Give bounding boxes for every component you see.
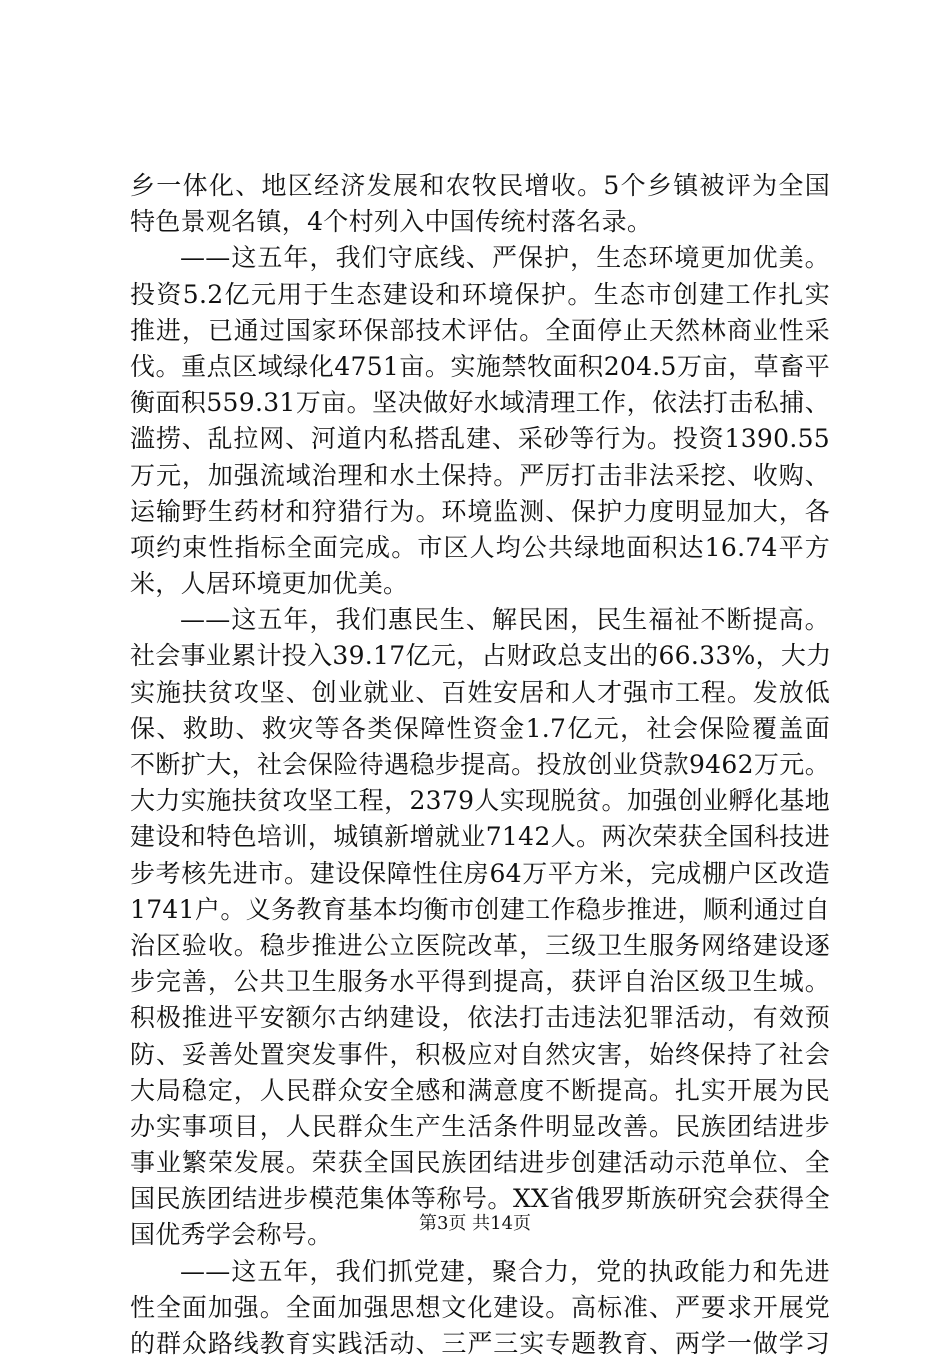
text-line: 乡一体化、地区经济发展和农牧民增收。5个乡镇被评为全国 (130, 171, 830, 200)
text-line: 衡面积559.31万亩。坚决做好水域清理工作，依法打击私捕、 (130, 388, 830, 418)
text-line: 的群众路线教育实践活动、三严三实专题教育、两学一做学习 (130, 1329, 830, 1358)
document-body (130, 168, 830, 1362)
text-line: 伐。重点区域绿化4751亩。实施禁牧面积204.5万亩，草畜平 (130, 351, 830, 381)
text-line: ——这五年，我们抓党建，聚合力，党的执政能力和先进 (180, 1256, 830, 1286)
text-line: 米，人居环境更加优美。 (130, 569, 409, 599)
text-line: 实施扶贫攻坚、创业就业、百姓安居和人才强市工程。发放低 (130, 677, 830, 707)
text-line: 不断扩大，社会保险待遇稳步提高。投放创业贷款9462万元。 (130, 750, 830, 779)
text-line: 步考核先进市。建设保障性住房64万平方米，完成棚户区改造 (130, 858, 830, 888)
text-line: 大力实施扶贫攻坚工程，2379人实现脱贫。加强创业孵化基地 (130, 786, 830, 816)
text-line: 滥捞、乱拉网、河道内私搭乱建、采砂等行为。投资1390.55 (130, 424, 830, 454)
text-line: 1741户。义务教育基本均衡市创建工作稳步推进，顺利通过自 (130, 894, 830, 924)
text-line: 项约束性指标全面完成。市区人均公共绿地面积达16.74平方 (130, 532, 830, 562)
text-line: 防、妥善处置突发事件，积极应对自然灾害，始终保持了社会 (130, 1039, 830, 1069)
text-line: 性全面加强。全面加强思想文化建设。高标准、严要求开展党 (130, 1292, 830, 1322)
text-line: 大局稳定，人民群众安全感和满意度不断提高。扎实开展为民 (130, 1075, 830, 1105)
text-line: 投资5.2亿元用于生态建设和环境保护。生态市创建工作扎实 (130, 279, 830, 309)
text-line: 国民族团结进步模范集体等称号。XX省俄罗斯族研究会获得全 (130, 1184, 830, 1214)
text-line: 国优秀学会称号。 (130, 1220, 333, 1250)
text-line: 运输野生药材和狩猎行为。环境监测、保护力度明显加大，各 (130, 496, 830, 526)
text-line: 保、救助、救灾等各类保障性资金1.7亿元，社会保险覆盖面 (130, 713, 830, 743)
text-line: 办实事项目，人民群众生产生活条件明显改善。民族团结进步 (130, 1111, 830, 1141)
page-footer: 第3页 共14页 (418, 1213, 532, 1234)
text-line: 建设和特色培训，城镇新增就业7142人。两次荣获全国科技进 (130, 822, 830, 852)
text-line: ——这五年，我们守底线、严保护，生态环境更加优美。 (180, 243, 830, 273)
text-line: 治区验收。稳步推进公立医院改革，三级卫生服务网络建设逐 (130, 930, 830, 960)
text-line: 推进，已通过国家环保部技术评估。全面停止天然林商业性采 (130, 315, 830, 345)
text-line: 事业繁荣发展。荣获全国民族团结进步创建活动示范单位、全 (130, 1148, 830, 1178)
text-line: 社会事业累计投入39.17亿元，占财政总支出的66.33%，大力 (130, 641, 832, 671)
text-line: 步完善，公共卫生服务水平得到提高，获评自治区级卫生城。 (130, 967, 830, 997)
text-line: 积极推进平安额尔古纳建设，依法打击违法犯罪活动，有效预 (130, 1003, 830, 1033)
text-line: ——这五年，我们惠民生、解民困，民生福祉不断提高。 (180, 605, 830, 635)
text-line: 万元，加强流域治理和水土保持。严厉打击非法采挖、收购、 (130, 460, 830, 490)
text-line: 特色景观名镇，4个村列入中国传统村落名录。 (130, 207, 653, 237)
